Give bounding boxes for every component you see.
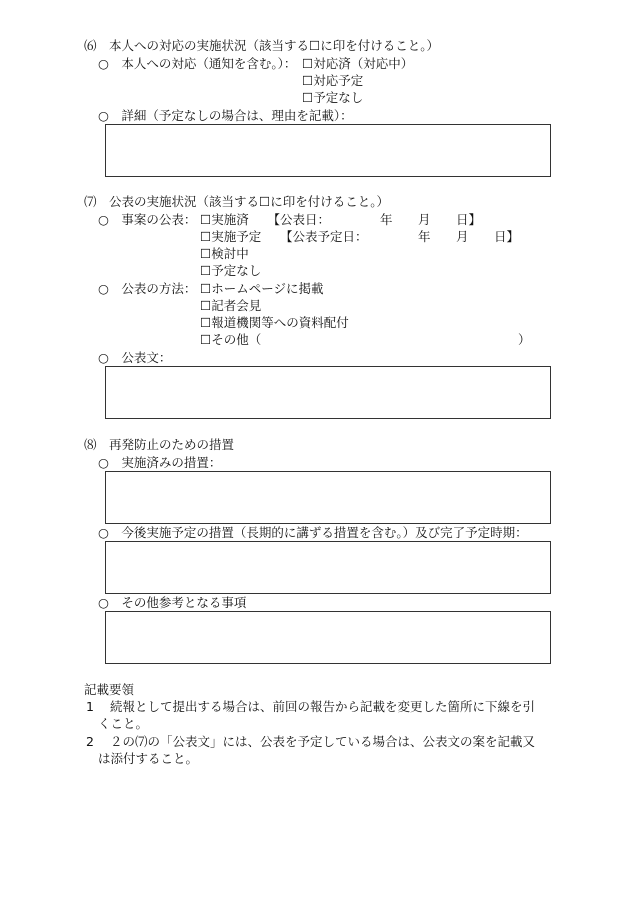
section-7-heading: ⑺ 公表の実施状況（該当する☐に印を付けること。） bbox=[84, 194, 389, 209]
s7-method-other[interactable]: ☐その他（ bbox=[200, 332, 262, 347]
section-6-heading: ⑹ 本人への対応の実施状況（該当する☐に印を付けること。） bbox=[84, 38, 439, 53]
note-2-line-2: は添付すること。 bbox=[98, 751, 199, 766]
s6-option-planned[interactable]: ☐対応予定 bbox=[302, 73, 364, 88]
s7-method-homepage[interactable]: ☐ホームページに掲載 bbox=[200, 281, 324, 296]
s6-detail-label: ○ 詳細（予定なしの場合は、理由を記載）： bbox=[98, 108, 353, 123]
s7-planned-month: 月 bbox=[456, 229, 469, 244]
s7-option-considering[interactable]: ☐検討中 bbox=[200, 246, 249, 261]
s7-option-none[interactable]: ☐予定なし bbox=[200, 263, 262, 278]
s7-method-other-close: ） bbox=[518, 332, 531, 347]
s7-planned-day: 日】 bbox=[494, 229, 520, 244]
s7-method-press-conference[interactable]: ☐記者会見 bbox=[200, 298, 262, 313]
s8-done-box[interactable] bbox=[105, 471, 551, 524]
s6-option-done[interactable]: ☐対応済（対応中） bbox=[302, 56, 414, 71]
s7-method-press-release[interactable]: ☐報道機関等への資料配付 bbox=[200, 315, 349, 330]
s7-case-label: ○ 事案の公表： bbox=[98, 212, 197, 227]
note-2-line-1: ２の⑺の「公表文」には、公表を予定している場合は、公表文の案を記載又 bbox=[110, 734, 536, 749]
s7-option-planned[interactable]: ☐実施予定 【公表予定日： bbox=[200, 229, 368, 244]
s7-method-label: ○ 公表の方法： bbox=[98, 281, 197, 296]
s6-option-none[interactable]: ☐予定なし bbox=[302, 90, 364, 105]
s6-detail-box[interactable] bbox=[105, 124, 551, 177]
s8-planned-label: ○ 今後実施予定の措置（長期的に講ずる措置を含む。）及び完了予定時期： bbox=[98, 525, 528, 540]
s7-date-day: 日】 bbox=[456, 212, 482, 227]
notes-title: 記載要領 bbox=[84, 682, 135, 697]
note-1-line-2: くこと。 bbox=[98, 716, 149, 731]
s7-date-year: 年 bbox=[380, 212, 393, 227]
note-1-number: 1 bbox=[86, 699, 94, 714]
note-1-line-1: 続報として提出する場合は、前回の報告から記載を変更した箇所に下線を引 bbox=[110, 699, 536, 714]
s8-done-label: ○ 実施済みの措置： bbox=[98, 455, 222, 470]
s8-planned-box[interactable] bbox=[105, 541, 551, 594]
s7-planned-year: 年 bbox=[418, 229, 431, 244]
s7-option-done[interactable]: ☐実施済 【公表日： bbox=[200, 212, 330, 227]
s8-other-box[interactable] bbox=[105, 611, 551, 664]
s6-response-label: ○ 本人への対応（通知を含む。）： bbox=[98, 56, 297, 71]
s7-text-box[interactable] bbox=[105, 366, 551, 419]
s7-date-month: 月 bbox=[418, 212, 431, 227]
section-8-heading: ⑻ 再発防止のための措置 bbox=[84, 437, 235, 452]
note-2-number: 2 bbox=[86, 734, 94, 749]
s7-text-label: ○ 公表文： bbox=[98, 350, 172, 365]
s8-other-label: ○ その他参考となる事項 bbox=[98, 595, 247, 610]
